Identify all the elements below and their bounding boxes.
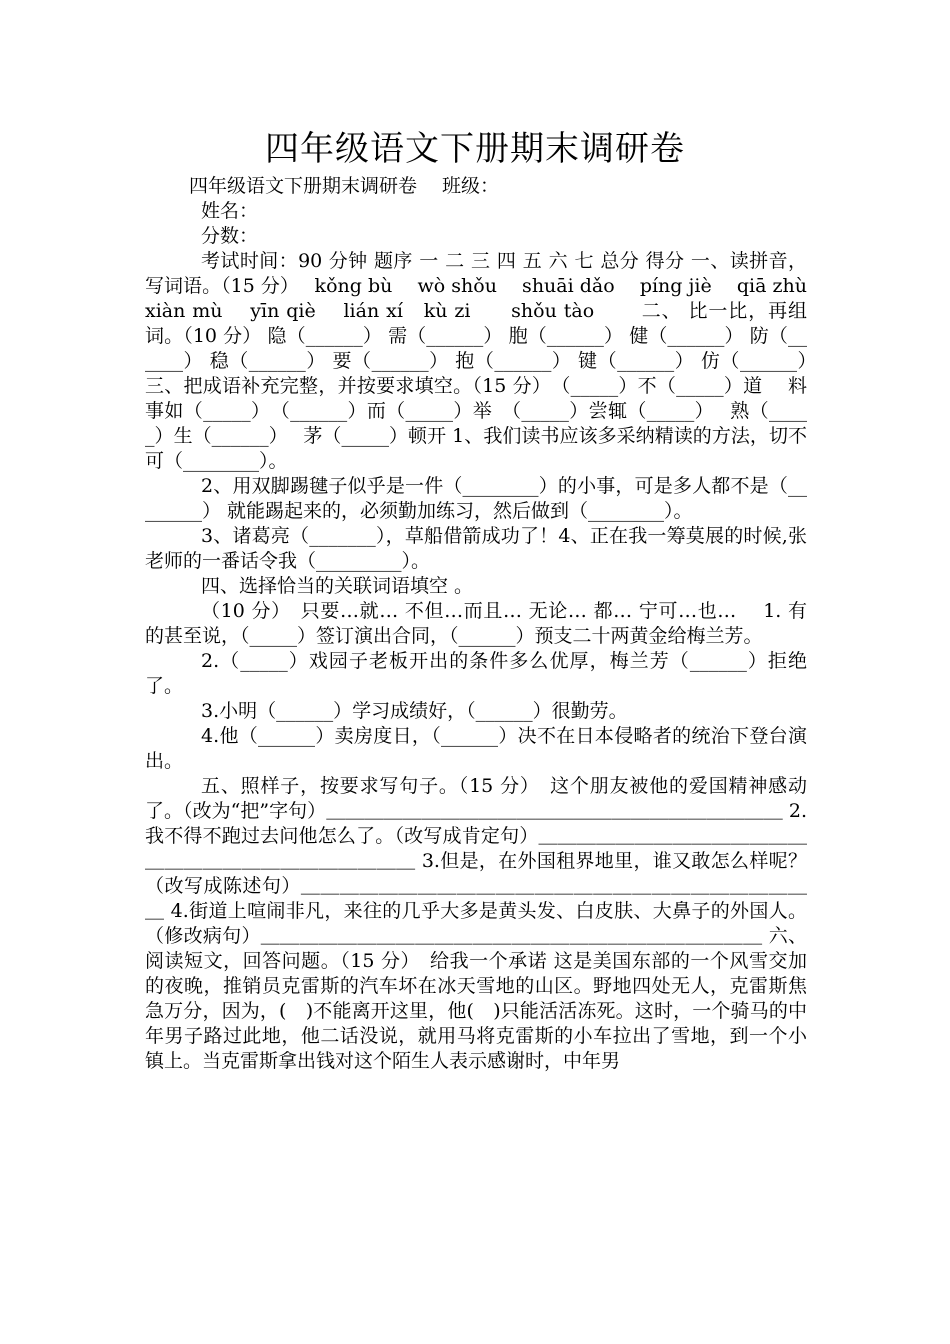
paragraph-section-4-q1: （10 分） 只要…就… 不但…而且… 无论… 都… 宁可…也… 1. 有的甚至说，（_____）签订演出合同，（______）预支二十两黄金给梅兰芳。 bbox=[145, 600, 807, 647]
paragraph-item-2: 2、用双脚踢毽子似乎是一件（________）的小事，可是多人都不是（________） 就能踢起来的，必须勤加练习，然后做到（________）。 bbox=[145, 475, 807, 522]
paragraph-sections-5-6: 五、照样子，按要求写句子。（15 分） 这个朋友被他的爱国精神感动了。（改为“把”字句）＿＿＿＿＿＿＿＿＿＿＿＿＿＿＿＿＿＿＿＿＿＿＿＿ 2.我不得不跑过去问他怎么了。（改写成肯定句）＿＿＿＿＿＿＿＿＿＿＿＿＿＿＿＿＿＿＿＿＿＿＿＿＿＿＿＿ 3.但是，在外国租界地里，谁又敢怎么样呢？（改写成陈述句）＿＿＿＿＿＿＿＿＿＿＿＿＿＿＿＿＿＿＿＿＿＿＿＿＿＿＿ 4.街道上喧闹非凡，来往的几乎大多是黄头发、白皮肤、大鼻子的外国人。（修改病句）＿＿＿＿＿＿＿＿＿＿＿＿＿＿＿＿＿＿＿＿＿＿＿＿＿＿ 六、阅读短文，回答问题。（15 分） 给我一个承诺 这是美国东部的一个风雪交加的夜晚，推销员克雷斯的汽车坏在冰天雪地的山区。野地四处无人，克雷斯焦急万分，因为，( )不能离开这里，他( )只能活活冻死。这时，一个骑马的中年男子路过此地，他二话没说，就用马将克雷斯的小车拉出了雪地，到一个小镇上。当克雷斯拿出钱对这个陌生人表示感谢时，中年男 bbox=[145, 775, 807, 1072]
paragraph-score: 分数： bbox=[201, 225, 259, 247]
paragraph-section-4-q2: 2.（_____）戏园子老板开出的条件多么优厚，梅兰芳（______）拒绝了。 bbox=[145, 650, 807, 697]
paragraph-section-4-q3: 3.小明（______）学习成绩好，（______）很勤劳。 bbox=[201, 700, 628, 722]
document-title: 四年级语文下册期末调研卷 bbox=[265, 129, 685, 169]
paragraph-sections-1-3: 考试时间：90 分钟 题序 一 二 三 四 五 六 七 总分 得分 一、读拼音，写词语。（15 分） kǒng bù wò shǒu shuāi dǎo píng jiè qiā zhù xiàn mù yīn qiè lián xí kù zi shǒu tào 二、 比一比，再组词。（10 分） 隐（______） 需（______） 胞（______） 健（______） 防（______） 稳（______） 要（______） 抱（______） 键（______） 仿（______） 三、把成语补充完整，并按要求填空。（15 分） （_____）不（_____）道 料事如（_____） （______）而（_____）举 （_____）尝辄（_____） 熟（_____）生（______） 茅（_____）顿开 1、我们读书应该多采纳精读的方法，切不可（________）。 bbox=[145, 250, 852, 472]
paragraph-header-class: 四年级语文下册期末调研卷 班级： bbox=[189, 175, 500, 197]
paragraph-item-3-4: 3、诸葛亮（_______），草船借箭成功了！4、正在我一筹莫展的时候,张老师的一番话令我（_________）。 bbox=[145, 525, 807, 572]
paragraph-section-4-q4: 4.他（______）卖房度日，（______）决不在日本侵略者的统治下登台演出。 bbox=[145, 725, 807, 772]
document-body bbox=[145, 174, 852, 1074]
paragraph-section-4-heading: 四、选择恰当的关联词语填空 。 bbox=[201, 575, 474, 597]
paragraph-name: 姓名： bbox=[201, 200, 259, 222]
